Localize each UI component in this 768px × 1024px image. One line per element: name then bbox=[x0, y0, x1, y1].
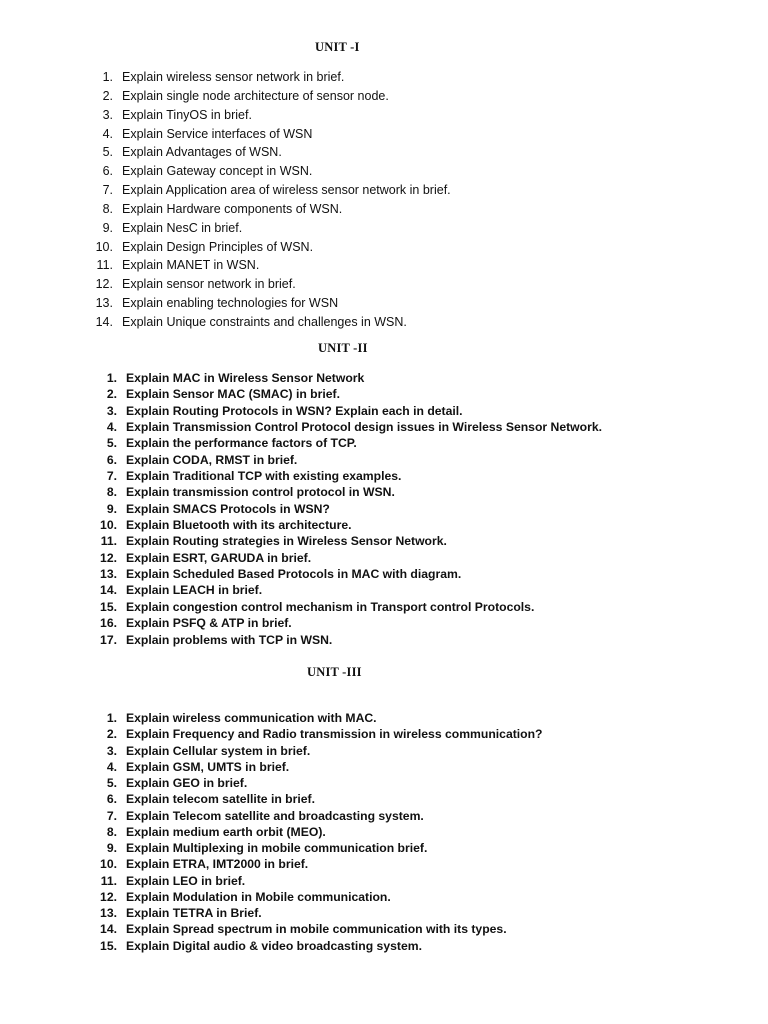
question-item bbox=[92, 125, 451, 144]
question-number: 15. bbox=[100, 599, 117, 614]
question-number: 6. bbox=[106, 792, 117, 807]
question-item bbox=[92, 403, 602, 419]
question-text: Explain Transmission Control Protocol design issues in Wireless Sensor Network. bbox=[126, 420, 603, 435]
unit-1-question-list bbox=[92, 68, 451, 332]
question-number: 11. bbox=[100, 873, 117, 888]
question-text: Explain CODA, RMST in brief. bbox=[126, 452, 298, 467]
question-item bbox=[92, 759, 543, 775]
question-item bbox=[92, 550, 602, 566]
question-item bbox=[92, 856, 543, 872]
question-item bbox=[92, 313, 451, 332]
question-text: Explain Advantages of WSN. bbox=[122, 145, 282, 160]
question-text: Explain single node architecture of sensor node. bbox=[122, 88, 389, 103]
unit-3-question-list bbox=[92, 710, 543, 954]
question-number: 11. bbox=[96, 258, 113, 273]
question-number: 14. bbox=[100, 922, 117, 937]
question-number: 8. bbox=[102, 201, 113, 216]
question-item bbox=[92, 824, 543, 840]
question-item bbox=[92, 599, 602, 615]
question-text: Explain Sensor MAC (SMAC) in brief. bbox=[126, 387, 340, 402]
question-item bbox=[92, 452, 602, 468]
question-number: 5. bbox=[106, 776, 117, 790]
question-number: 9. bbox=[106, 841, 117, 855]
question-number: 13. bbox=[95, 296, 113, 311]
question-text: Explain Frequency and Radio transmission in wireless communication? bbox=[126, 727, 543, 742]
question-number: 10. bbox=[100, 518, 117, 533]
question-text: Explain Routing strategies in Wireless Sensor Network. bbox=[126, 534, 447, 549]
question-number: 4. bbox=[102, 126, 113, 141]
question-text: Explain Hardware components of WSN. bbox=[122, 201, 343, 216]
question-text: Explain NesC in brief. bbox=[122, 220, 243, 235]
question-number: 17. bbox=[100, 632, 117, 647]
question-number: 15. bbox=[100, 938, 117, 953]
question-number: 9. bbox=[106, 501, 117, 516]
question-number: 2. bbox=[102, 88, 113, 103]
question-item bbox=[92, 710, 543, 726]
question-item bbox=[92, 775, 543, 791]
question-item bbox=[92, 873, 543, 889]
question-text: Explain Scheduled Based Protocols in MAC with diagram. bbox=[126, 567, 462, 582]
question-item bbox=[92, 386, 602, 402]
question-text: Explain GSM, UMTS in brief. bbox=[126, 759, 290, 774]
question-item bbox=[92, 162, 451, 181]
question-number: 13. bbox=[100, 906, 117, 920]
question-item bbox=[92, 615, 602, 631]
question-item bbox=[92, 517, 602, 533]
question-number: 6. bbox=[102, 164, 113, 179]
question-item bbox=[92, 435, 602, 451]
question-text: Explain Application area of wireless sensor network in brief. bbox=[122, 183, 451, 198]
question-item bbox=[92, 143, 451, 162]
question-text: Explain ESRT, GARUDA in brief. bbox=[126, 550, 312, 565]
question-number: 9. bbox=[102, 220, 113, 235]
question-text: Explain the performance factors of TCP. bbox=[126, 436, 357, 451]
question-text: Explain problems with TCP in WSN. bbox=[126, 632, 333, 647]
question-text: Explain Spread spectrum in mobile communication with its types. bbox=[126, 922, 507, 937]
question-number: 14. bbox=[95, 314, 113, 329]
question-number: 7. bbox=[106, 808, 117, 823]
question-text: Explain MANET in WSN. bbox=[122, 258, 260, 273]
question-text: Explain LEACH in brief. bbox=[126, 583, 263, 598]
question-item bbox=[92, 181, 451, 200]
question-text: Explain Multiplexing in mobile communication brief. bbox=[126, 841, 428, 855]
question-item bbox=[92, 200, 451, 219]
question-text: Explain ETRA, IMT2000 in brief. bbox=[126, 857, 309, 872]
question-number: 2. bbox=[106, 387, 117, 402]
question-text: Explain LEO in brief. bbox=[126, 873, 246, 888]
question-item bbox=[92, 501, 602, 517]
question-number: 4. bbox=[106, 759, 117, 774]
question-number: 8. bbox=[106, 485, 117, 500]
question-number: 10. bbox=[95, 239, 113, 254]
question-item bbox=[92, 275, 451, 294]
question-text: Explain wireless sensor network in brief. bbox=[122, 70, 345, 84]
question-item bbox=[92, 889, 543, 905]
question-text: Explain medium earth orbit (MEO). bbox=[126, 824, 326, 839]
question-text: Explain Telecom satellite and broadcasting system. bbox=[126, 808, 424, 823]
question-number: 7. bbox=[106, 469, 117, 484]
question-item bbox=[92, 68, 451, 87]
question-item bbox=[92, 484, 602, 500]
question-text: Explain PSFQ & ATP in brief. bbox=[126, 616, 292, 631]
question-item bbox=[92, 468, 602, 484]
question-number: 5. bbox=[102, 145, 113, 160]
question-item bbox=[92, 632, 602, 648]
question-text: Explain Routing Protocols in WSN? Explain each in detail. bbox=[126, 403, 463, 418]
question-item bbox=[92, 791, 543, 807]
question-number: 1. bbox=[102, 70, 113, 84]
question-item bbox=[92, 808, 543, 824]
question-number: 1. bbox=[106, 711, 117, 725]
question-text: Explain Traditional TCP with existing examples. bbox=[126, 469, 402, 484]
question-item bbox=[92, 238, 451, 257]
unit-3-heading: UNIT -III bbox=[307, 665, 362, 679]
question-item bbox=[92, 294, 451, 313]
question-text: Explain TETRA in Brief. bbox=[126, 906, 262, 920]
question-text: Explain Digital audio & video broadcasting system. bbox=[126, 938, 422, 953]
question-number: 16. bbox=[100, 616, 117, 631]
question-number: 12. bbox=[100, 889, 117, 904]
question-number: 3. bbox=[106, 743, 117, 758]
question-number: 7. bbox=[102, 183, 113, 198]
question-number: 4. bbox=[106, 420, 117, 435]
question-number: 14. bbox=[100, 583, 117, 598]
unit-2-heading: UNIT -II bbox=[318, 341, 368, 355]
question-item bbox=[92, 370, 602, 386]
question-number: 2. bbox=[106, 727, 117, 742]
question-text: Explain sensor network in brief. bbox=[122, 277, 296, 292]
question-item bbox=[92, 87, 451, 106]
question-item bbox=[92, 419, 602, 435]
question-text: Explain Modulation in Mobile communication. bbox=[126, 889, 391, 904]
question-item bbox=[92, 938, 543, 954]
unit-1-heading: UNIT -I bbox=[315, 40, 360, 54]
question-text: Explain wireless communication with MAC. bbox=[126, 711, 377, 725]
question-text: Explain TinyOS in brief. bbox=[122, 107, 252, 122]
question-number: 11. bbox=[100, 534, 117, 549]
question-item bbox=[92, 256, 451, 275]
question-item bbox=[92, 219, 451, 238]
question-number: 12. bbox=[95, 277, 113, 292]
question-item bbox=[92, 533, 602, 549]
question-number: 12. bbox=[100, 550, 117, 565]
question-item bbox=[92, 840, 543, 856]
question-item bbox=[92, 566, 602, 582]
question-text: Explain Bluetooth with its architecture. bbox=[126, 518, 352, 533]
question-number: 3. bbox=[106, 403, 117, 418]
question-text: Explain MAC in Wireless Sensor Network bbox=[126, 371, 365, 385]
question-number: 3. bbox=[102, 107, 113, 122]
question-number: 6. bbox=[106, 452, 117, 467]
question-text: Explain Service interfaces of WSN bbox=[122, 126, 313, 141]
question-text: Explain enabling technologies for WSN bbox=[122, 296, 339, 311]
question-item bbox=[92, 726, 543, 742]
question-item bbox=[92, 921, 543, 937]
question-text: Explain congestion control mechanism in Transport control Protocols. bbox=[126, 599, 535, 614]
question-item bbox=[92, 743, 543, 759]
question-text: Explain Cellular system in brief. bbox=[126, 743, 311, 758]
question-item bbox=[92, 905, 543, 921]
question-text: Explain transmission control protocol in WSN. bbox=[126, 485, 395, 500]
question-number: 5. bbox=[106, 436, 117, 451]
question-number: 1. bbox=[106, 371, 117, 385]
question-number: 8. bbox=[106, 824, 117, 839]
question-item bbox=[92, 582, 602, 598]
question-text: Explain SMACS Protocols in WSN? bbox=[126, 501, 330, 516]
question-number: 10. bbox=[100, 857, 117, 872]
question-text: Explain Design Principles of WSN. bbox=[122, 239, 314, 254]
question-text: Explain telecom satellite in brief. bbox=[126, 792, 315, 807]
question-text: Explain Gateway concept in WSN. bbox=[122, 164, 313, 179]
question-item bbox=[92, 106, 451, 125]
question-number: 13. bbox=[100, 567, 117, 582]
question-text: Explain GEO in brief. bbox=[126, 776, 248, 790]
question-text: Explain Unique constraints and challenges in WSN. bbox=[122, 314, 407, 329]
unit-2-question-list bbox=[92, 370, 602, 648]
